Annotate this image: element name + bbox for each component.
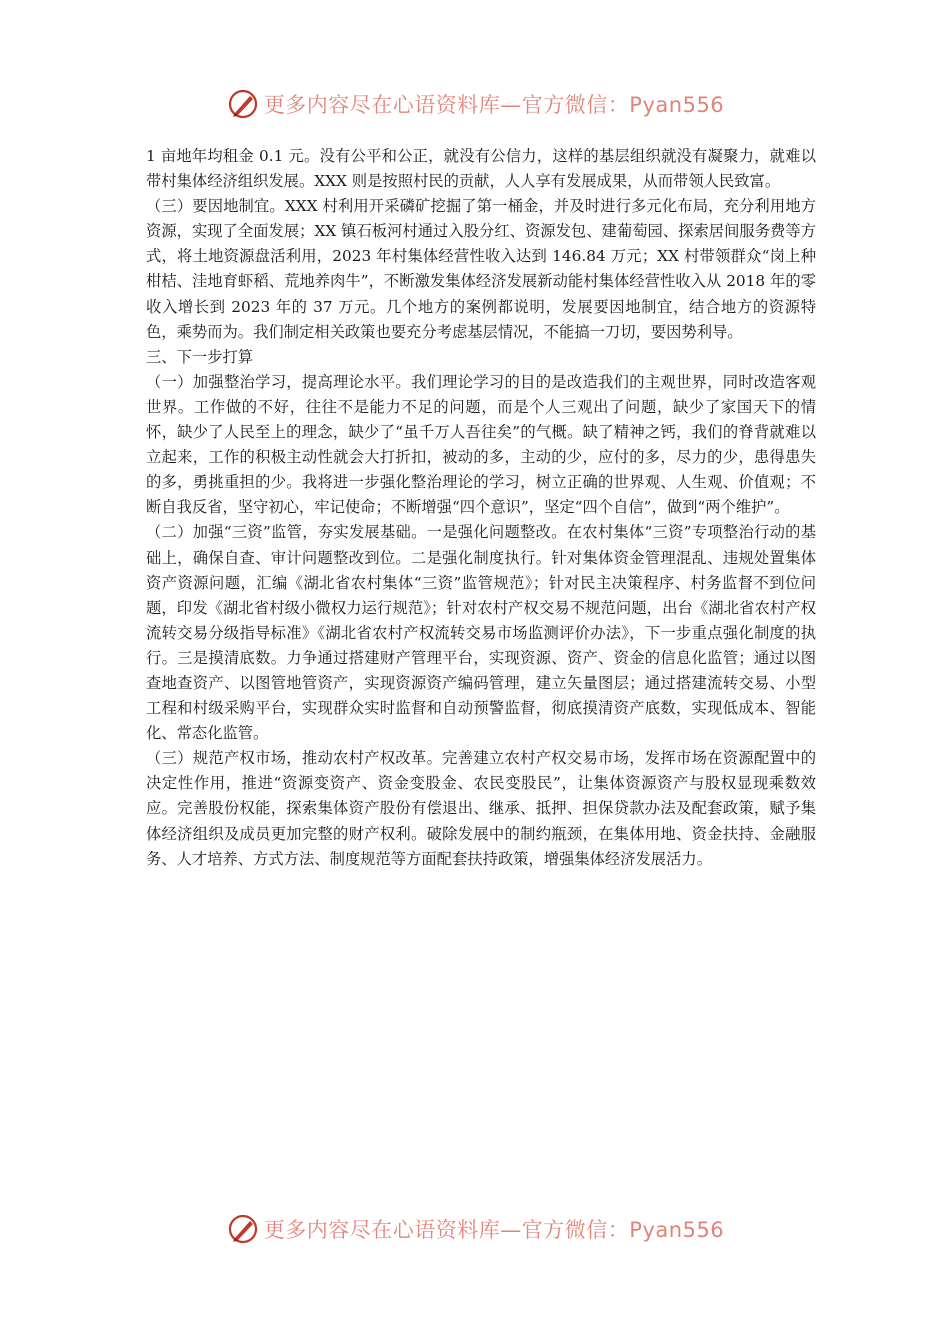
header-banner [0, 82, 950, 126]
header-banner-text: 更多内容尽在心语资料库—官方微信：Pyan556 [263, 93, 725, 117]
document-body [146, 144, 816, 872]
paragraph: （三）要因地制宜。XXX 村利用开采磷矿挖掘了第一桶金，并及时进行多元化布局，充分利用地方资源，实现了全面发展；XX 镇石板河村通过入股分红、资源发包、建葡萄园、探索居间服务费等方式，将土地资源盘活利用，2023 年村集体经营性收入达到 146.84 万元；XX 村带领群众“岗上种柑桔、洼地育虾稻、荒地养肉牛”，不断激发集体经济发展新动能村集体经营性收入从 2018 年的零收入增长到 2023 年的 37 万元。几个地方的案例都说明，发展要因地制宜，结合地方的资源特色，乘势而为。我们制定相关政策也要充分考虑基层情况，不能搞一刀切，要因势利导。 [146, 197, 816, 341]
pen-logo-icon [226, 87, 260, 121]
footer-banner [0, 1207, 950, 1251]
footer-banner-text: 更多内容尽在心语资料库—官方微信：Pyan556 [263, 1218, 725, 1242]
pen-logo-icon [226, 1212, 260, 1246]
paragraph: （三）规范产权市场，推动农村产权改革。完善建立农村产权交易市场，发挥市场在资源配置中的决定性作用，推进“资源变资产、资金变股金、农民变股民”，让集体资源资产与股权显现乘数效应。完善股份权能，探索集体资产股份有偿退出、继承、抵押、担保贷款办法及配套政策，赋予集体经济组织及成员更加完整的财产权利。破除发展中的制约瓶颈，在集体用地、资金扶持、金融服务、人才培养、方式方法、制度规范等方面配套扶持政策，增强集体经济发展活力。 [146, 749, 816, 868]
section-heading: 三、下一步打算 [146, 347, 254, 366]
paragraph: （二）加强“三资”监管，夯实发展基础。一是强化问题整改。在农村集体“三资”专项整治行动的基础上，确保自查、审计问题整改到位。二是强化制度执行。针对集体资金管理混乱、违规处置集体资产资源问题，汇编《湖北省农村集体“三资”监管规范》；针对民主决策程序、村务监督不到位问题，印发《湖北省村级小微权力运行规范》；针对农村产权交易不规范问题，出台《湖北省农村产权流转交易分级指导标准》《湖北省农村产权流转交易市场监测评价办法》，下一步重点强化制度的执行。三是摸清底数。力争通过搭建财产管理平台，实现资源、资产、资金的信息化监管；通过以图查地查资产、以图管地管资产，实现资源资产编码管理，建立矢量图层；通过搭建流转交易、小型工程和村级采购平台，实现群众实时监督和自动预警监督，彻底摸清资产底数，实现低成本、智能化、常态化监管。 [146, 523, 816, 743]
paragraph: 1 亩地年均租金 0.1 元。没有公平和公正，就没有公信力，这样的基层组织就没有凝聚力，就难以带村集体经济组织发展。XXX 则是按照村民的贡献，人人享有发展成果，从而带领人民致富。 [146, 147, 816, 191]
paragraph: （一）加强整治学习，提高理论水平。我们理论学习的目的是改造我们的主观世界，同时改造客观世界。工作做的不好，往往不是能力不足的问题，而是个人三观出了问题，缺少了家国天下的情怀，缺少了人民至上的理念，缺少了“虽千万人吾往矣”的气概。缺了精神之钙，我们的脊背就难以立起来，工作的积极主动性就会大打折扣，被动的多，主动的少，应付的多，尽力的少，患得患失的多，勇挑重担的少。我将进一步强化整治理论的学习，树立正确的世界观、人生观、价值观；不断自我反省，坚守初心，牢记使命；不断增强“四个意识”，坚定“四个自信”，做到“两个维护”。 [146, 372, 816, 517]
